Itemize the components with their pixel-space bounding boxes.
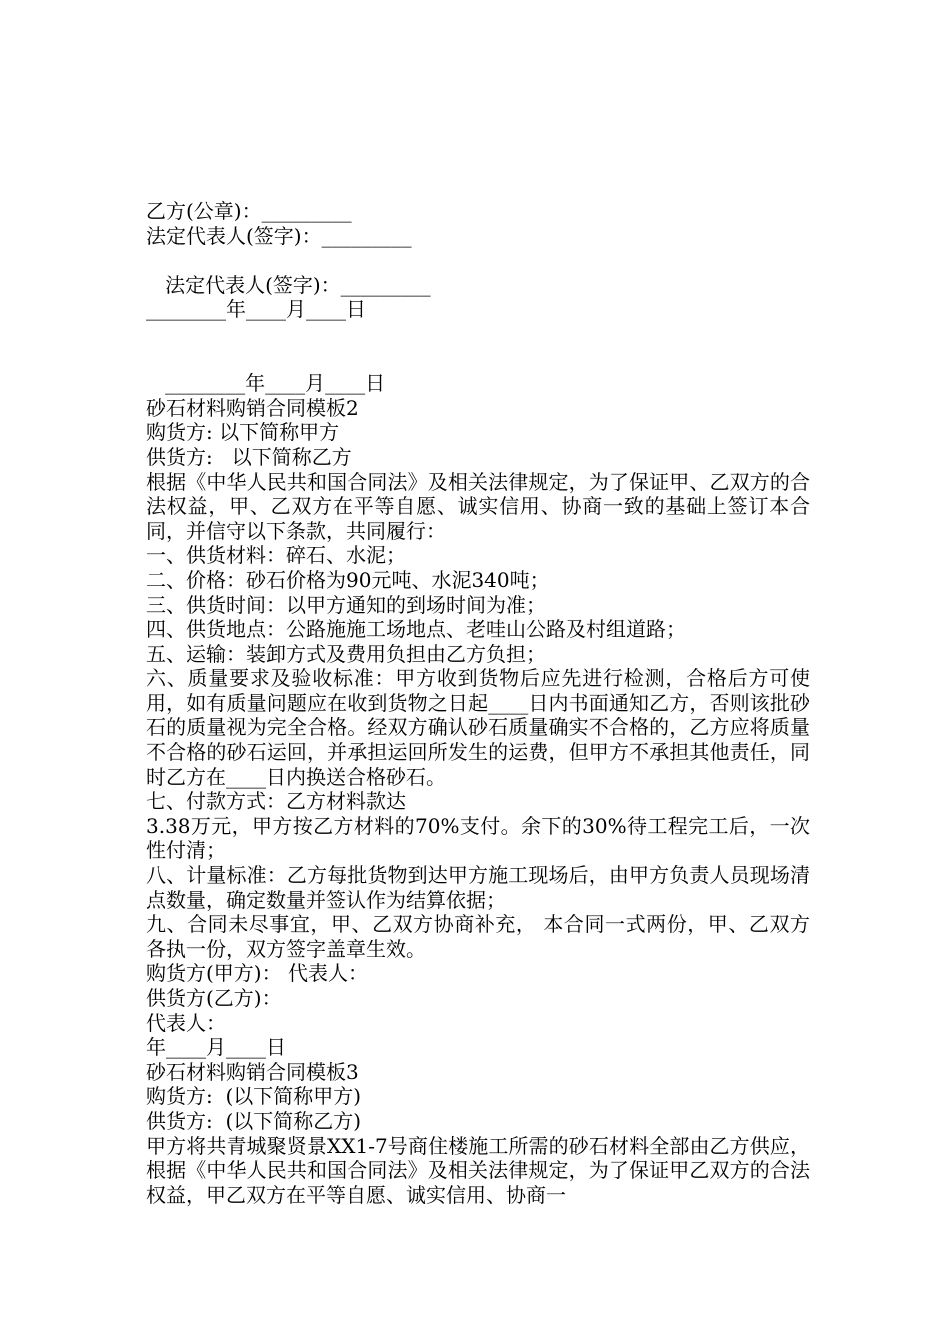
clause-7-heading: 七、付款方式：乙方材料款达 [146,789,406,814]
clause-5: 五、运输：装卸方式及费用负担由乙方负担； [146,641,546,666]
buyer-signature-line: 购货方(甲方)： 代表人： [146,961,368,986]
template-3-intro-paragraph: 甲方将共青城聚贤景XX1-7号商住楼施工所需的砂石材料全部由乙方供应，根据《中华人民共和国合同法》及相关法律规定，为了保证甲乙双方的合法权益，甲乙双方在平等自愿、诚实信用、协商一 [146,1133,810,1207]
seller-line-3: 供货方: (以下简称乙方) [146,1108,362,1133]
seller-signature-line: 供货方(乙方)： [146,986,282,1010]
template-3-title: 砂石材料购销合同模板3 [146,1059,359,1084]
clause-3: 三、供货时间：以甲方通知的到场时间为准； [146,592,546,617]
buyer-line: 购货方: 以下简称甲方 [146,420,340,445]
clause-6: 六、质量要求及验收标准：甲方收到货物后应先进行检测，合格后方可使用，如有质量问题应在收到货物之日起____日内书面通知乙方，否则该批砂石的质量视为完全合格。经双方确认砂石质量确实不合格的，乙方应将质量不合格的砂石运回，并承担运回所发生的运费，但甲方不承担其他责任，同时乙方在____日内换送合格砂石。 [146,666,810,789]
blank-gap [146,322,810,371]
legal-rep-signature-line: 法定代表人(签字)：_________ [146,223,412,248]
date-line: ________年____月____日 [146,297,366,322]
template-2-title: 砂石材料购销合同模板2 [146,395,359,420]
clause-1: 一、供货材料：碎石、水泥； [146,543,406,568]
seller-line: 供货方: 以下简称乙方 [146,444,352,469]
contract-intro-paragraph: 根据《中华人民共和国合同法》及相关法律规定，为了保证甲、乙双方的合法权益，甲、乙双方在平等自愿、诚实信用、协商一致的基础上签订本合同，并信守以下条款，共同履行： [146,469,810,543]
blank-gap [146,248,810,273]
clause-9: 九、合同未尽事宜，甲、乙双方协商补充， 本合同一式两份，甲、乙双方各执一份，双方签字盖章生效。 [146,912,810,961]
clause-8: 八、计量标准：乙方每批货物到达甲方施工现场后，由甲方负责人员现场清点数量，确定数量并签认作为结算依据； [146,863,810,912]
date-line-2: ________年____月____日 [146,371,386,396]
buyer-line-3: 购货方: (以下简称甲方) [146,1084,362,1109]
document-page [146,199,810,1207]
party-b-seal-line: 乙方(公章)：_________ [146,199,352,223]
legal-rep-signature-line-2: 法定代表人(签字)：_________ [146,272,431,297]
signature-date-line: 年____月____日 [146,1035,286,1060]
representative-line: 代表人： [146,1010,226,1035]
clause-2: 二、价格：砂石价格为90元吨、水泥340吨； [146,567,550,592]
clause-7-body: 3.38万元，甲方按乙方材料的70%支付。余下的30%待工程完工后，一次性付清； [146,813,810,863]
clause-4: 四、供货地点：公路施施工场地点、老哇山公路及村组道路； [146,617,686,642]
